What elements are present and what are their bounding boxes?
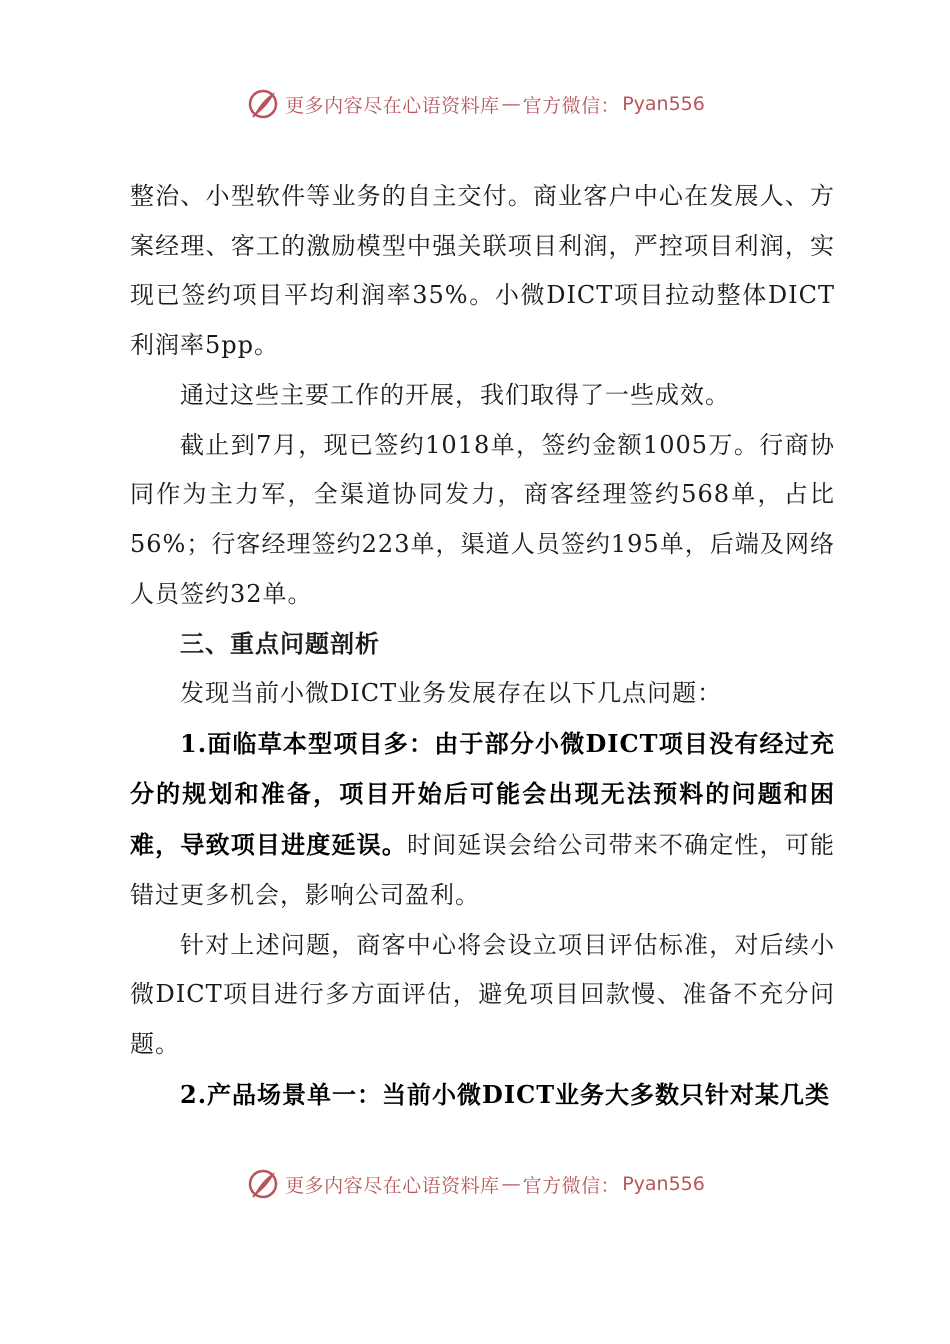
watermark-text: 更多内容尽在心语资料库	[285, 94, 500, 117]
paragraph-problem-2	[130, 1070, 835, 1121]
watermark-separator: —	[501, 93, 521, 115]
paragraph-solution-1: 针对上述问题，商客中心将会设立项目评估标准，对后续小微DICT项目进行多方面评估，避免项目回款慢、准备不充分问题。	[130, 930, 835, 1058]
document-body	[130, 172, 835, 1120]
watermark-separator: —	[501, 1173, 521, 1195]
watermark-wechat-id: Pyan556	[622, 93, 705, 115]
paragraph-results-intro: 通过这些主要工作的开展，我们取得了一些成效。	[180, 380, 730, 409]
quill-logo-icon	[245, 86, 281, 122]
watermark-wechat-id: Pyan556	[622, 1173, 705, 1195]
problem-2-bold: 2.产品场景单一：当前小微DICT业务大多数只针对某几类	[180, 1079, 831, 1109]
watermark-header	[0, 84, 950, 124]
watermark-text: 更多内容尽在心语资料库	[285, 1174, 500, 1197]
watermark-footer	[0, 1164, 950, 1204]
problem-1-text: 时间延误会给公司带来不确定性，可能错过更多机会，影响公司盈利。	[130, 831, 836, 909]
paragraph-problems-intro: 发现当前小微DICT业务发展存在以下几点问题：	[180, 679, 723, 708]
quill-logo-icon	[245, 1166, 281, 1202]
watermark-wechat-label: 官方微信：	[522, 94, 621, 117]
paragraph-signing-stats: 截止到7月，现已签约1018单，签约金额1005万。行商协同作为主力军，全渠道协同发力，商客经理签约568单，占比56%；行客经理签约223单，渠道人员签约195单，后端及网络人员签约32单。	[130, 430, 835, 608]
paragraph-problem-1	[130, 719, 835, 921]
watermark-wechat-label: 官方微信：	[522, 1174, 621, 1197]
paragraph-continuation: 整治、小型软件等业务的自主交付。商业客户中心在发展人、方案经理、客工的激励模型中强关联项目利润，严控项目利润，实现已签约项目平均利润率35%。小微DICT项目拉动整体DICT利润率5pp。	[130, 182, 835, 360]
problem-1-bold: 1.面临草本型项目多：由于部分小微DICT项目没有经过充分的规划和准备，项目开始后可能会出现无法预料的问题和困难，导致项目进度延误。	[130, 728, 835, 860]
section-heading: 三、重点问题剖析	[180, 629, 380, 659]
